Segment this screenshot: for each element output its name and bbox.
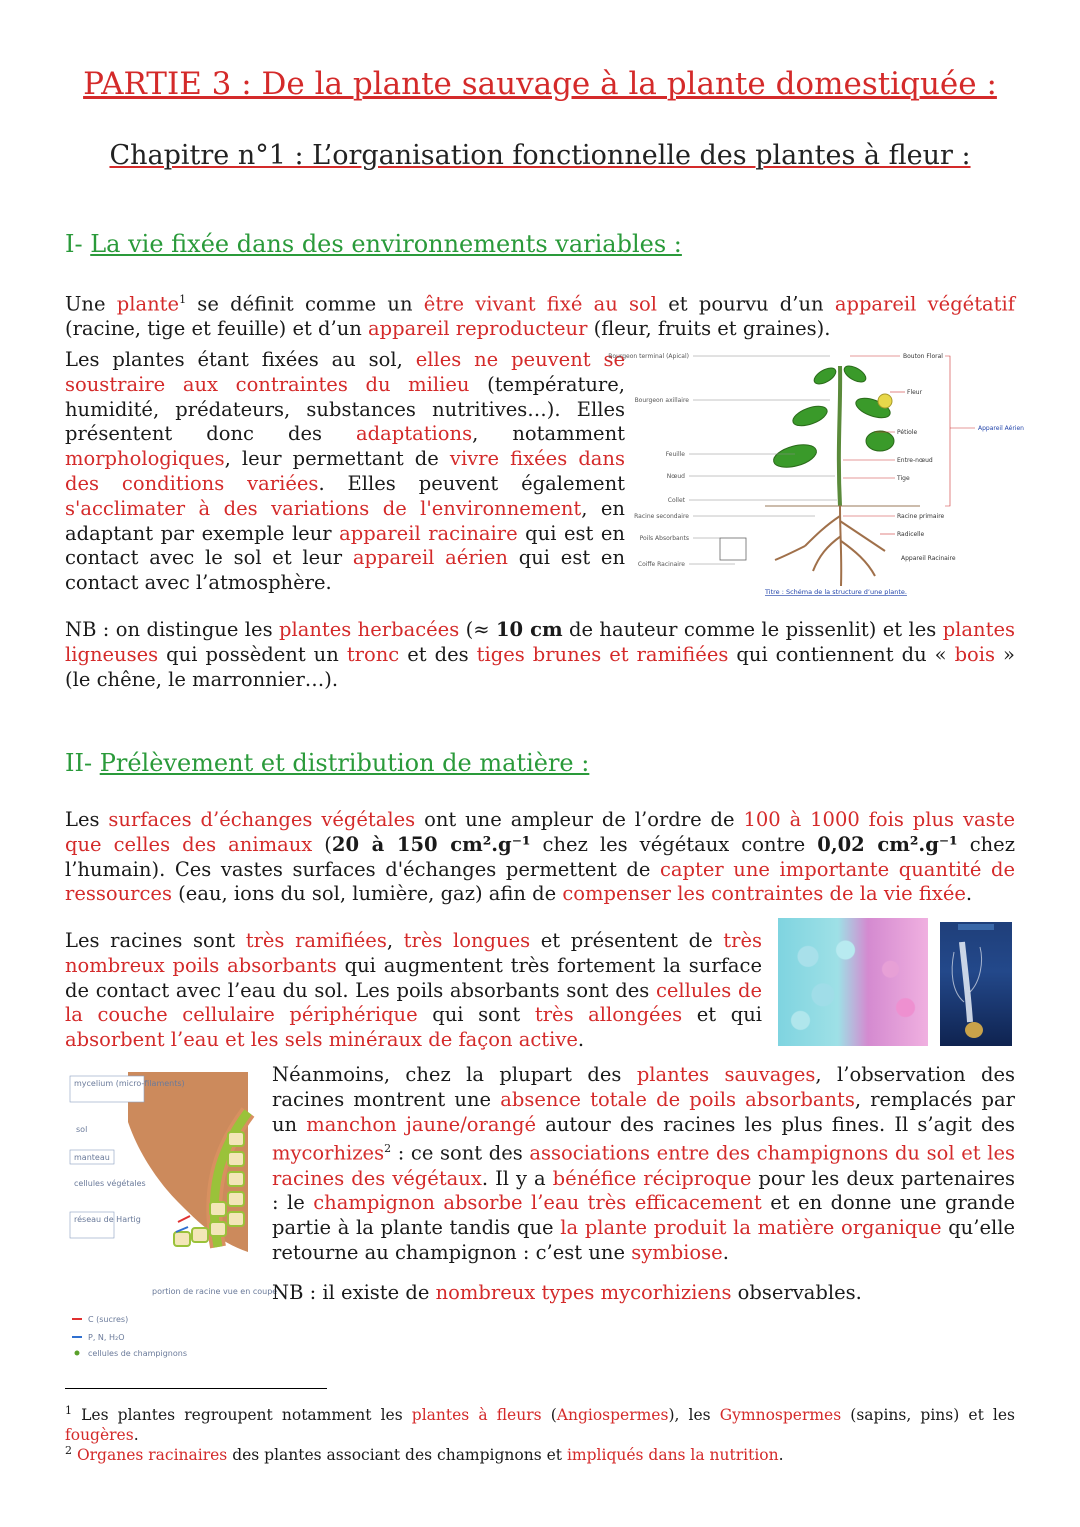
text-run: Les plantes étant fixées au sol, xyxy=(65,348,416,371)
s1-paragraph-2 xyxy=(65,348,625,596)
text-run: qui est en contact avec le sol et leur xyxy=(65,521,625,570)
text-run: tiges brunes et ramifiées xyxy=(476,642,729,666)
text-run: observables. xyxy=(731,1281,862,1304)
text-run: chez l’humain). Ces vastes surfaces d'échanges permettent de xyxy=(65,832,1015,881)
section-2-heading: II- Prélèvement et distribution de matière : xyxy=(65,749,590,777)
text-run: . xyxy=(133,1426,139,1445)
text-run: adaptations xyxy=(356,422,473,446)
label-feuille: Feuille xyxy=(665,451,685,458)
text-run: (eau, ions du sol, lumière, gaz) afin de xyxy=(171,882,563,906)
label-noeud: Nœud xyxy=(666,473,685,480)
text-run: appareil racinaire xyxy=(339,521,518,545)
text-run: surfaces d’échanges végétales xyxy=(108,808,416,831)
text-run: et en donne une grande partie à la plante tandis que xyxy=(272,1191,1015,1240)
text-run: 100 à 1000 fois plus vaste que celles des animaux xyxy=(65,808,1015,856)
text-run: impliqués dans la nutrition xyxy=(566,1446,779,1465)
text-run: qui possèdent un xyxy=(158,642,347,666)
label-poils-absorbants: Poils Absorbants xyxy=(639,535,689,542)
myco-legend-cells: cellules de champignons xyxy=(88,1349,187,1358)
text-run: ( xyxy=(312,832,332,856)
myco-label-portion: portion de racine vue en coupe xyxy=(152,1287,278,1296)
text-run: Organes racinaires xyxy=(76,1446,228,1465)
text-run: autour des racines les plus fines. Il s’agit des xyxy=(536,1112,1015,1136)
myco-label-sol: sol xyxy=(76,1125,88,1134)
text-run: cellules de la couche cellulaire périphérique xyxy=(65,978,762,1027)
text-run: . Elles peuvent également xyxy=(318,471,625,495)
text-run: compenser les contraintes de la vie fixée xyxy=(562,882,966,906)
text-run: associations entre des champignons du sol et les racines des végétaux xyxy=(272,1141,1015,1190)
text-run: la plante produit la matière organique xyxy=(560,1216,942,1240)
text-run: vivre fixées dans des conditions variées xyxy=(65,447,625,495)
text-run: bois xyxy=(954,642,996,666)
label-appareil-aerien: Appareil Aérien xyxy=(978,425,1024,432)
text-run: ( xyxy=(541,1406,557,1425)
text-run: se définit comme un xyxy=(186,292,424,316)
myco-legend-pnh: P, N, H₂O xyxy=(88,1333,125,1342)
text-run: plantes à fleurs xyxy=(411,1406,542,1425)
text-run: et pourvu d’un xyxy=(657,292,835,316)
s1-paragraph-1 xyxy=(65,288,1015,342)
text-run: qui est en contact avec l’atmosphère. xyxy=(65,546,626,595)
text-run: bénéfice réciproque xyxy=(552,1166,752,1190)
text-run: appareil végétatif xyxy=(834,292,1015,316)
text-run: (température, humidité, prédateurs, substances nutritives…). Elles présentent donc des xyxy=(65,372,625,446)
text-run: , notamment xyxy=(472,422,625,446)
text-run: 1 xyxy=(65,1404,72,1417)
text-run: Les plantes regroupent notamment les xyxy=(72,1406,412,1425)
text-run: être vivant fixé au sol xyxy=(423,292,658,316)
text-run: , en adaptant par exemple leur xyxy=(65,496,625,545)
plant-structure-diagram xyxy=(608,346,1024,598)
text-run: très ramifiées xyxy=(245,929,387,952)
text-run: , leur permettant de xyxy=(224,447,450,471)
label-radicelle: Radicelle xyxy=(897,531,925,538)
label-racine-primaire: Racine primaire xyxy=(897,513,945,520)
s1-nb xyxy=(65,618,1015,692)
text-run: , l’observation des racines montrent une xyxy=(272,1063,1016,1111)
text-run: champignon absorbe l’eau très efficacement xyxy=(313,1191,762,1215)
s2-paragraph-2 xyxy=(65,929,762,1053)
text-run: » (le chêne, le marronnier…). xyxy=(65,642,1015,691)
text-run: nombreux types mycorhiziens xyxy=(435,1281,732,1304)
myco-label-cellules: cellules végétales xyxy=(74,1179,146,1188)
label-bouton-floral: Bouton Floral xyxy=(903,353,943,360)
text-run: Les racines sont xyxy=(65,929,246,952)
text-run: Angiospermes xyxy=(556,1406,669,1425)
label-bourgeon-axillaire: Bourgeon axillaire xyxy=(634,397,689,404)
text-run: s'acclimater à des variations de l'environnement xyxy=(65,496,582,520)
text-run: : ce sont des xyxy=(391,1141,530,1165)
text-run: elles ne peuvent se soustraire aux contraintes du milieu xyxy=(65,348,625,396)
text-run: et des xyxy=(399,642,477,666)
text-run: tronc xyxy=(346,642,400,666)
text-run: plante xyxy=(116,292,180,316)
label-racine-secondaire: Racine secondaire xyxy=(634,513,689,520)
text-run: , xyxy=(386,929,404,952)
text-run: pour les deux partenaires : le xyxy=(272,1166,1016,1215)
label-petiole: Pétiole xyxy=(897,429,918,436)
page-title: PARTIE 3 : De la plante sauvage à la plante domestiquée : xyxy=(83,66,997,102)
text-run: et qui xyxy=(682,1003,763,1027)
text-run: 1 xyxy=(179,293,187,306)
text-run: plantes ligneuses xyxy=(65,618,1015,666)
label-tige: Tige xyxy=(897,475,910,482)
text-run: 0,02 cm².g⁻¹ xyxy=(817,832,958,856)
text-run: . Il y a xyxy=(481,1166,553,1190)
s2-paragraph-1 xyxy=(65,808,1015,907)
label-entre-noeud: Entre-nœud xyxy=(897,457,933,464)
text-run: Gymnospermes xyxy=(719,1406,842,1425)
mycorrhiza-diagram xyxy=(68,1072,278,1362)
myco-label-mycelium: mycelium (micro-filaments) xyxy=(74,1079,185,1088)
chapter-title: Chapitre n°1 : L’organisation fonctionnelle des plantes à fleur : xyxy=(109,140,971,171)
text-run: qui contiennent du « xyxy=(728,642,955,666)
label-appareil-racinaire: Appareil Racinaire xyxy=(901,555,956,562)
text-run: . xyxy=(722,1241,729,1265)
text-run: (racine, tige et feuille) et d’un xyxy=(65,317,369,341)
myco-legend-c: C (sucres) xyxy=(88,1315,129,1324)
text-run: (≈ xyxy=(459,618,496,641)
text-run: des plantes associant des champignons et xyxy=(227,1446,567,1465)
text-run: Néanmoins, chez la plupart des xyxy=(272,1063,637,1086)
text-run: qu’elle retourne au champignon : c’est une xyxy=(272,1216,1015,1265)
text-run: 2 xyxy=(65,1444,72,1457)
section-1-heading: I- La vie fixée dans des environnements variables : xyxy=(65,230,682,258)
text-run: morphologiques xyxy=(65,447,225,471)
footnote-2 xyxy=(65,1441,1015,1465)
myco-label-manteau: manteau xyxy=(74,1153,110,1162)
text-run: . xyxy=(778,1446,784,1465)
text-run: 10 cm xyxy=(495,618,563,641)
plant-figure-caption: Titre : Schéma de la structure d’une plante. xyxy=(765,588,907,596)
text-run: très nombreux poils absorbants xyxy=(65,929,762,977)
s2-paragraph-3 xyxy=(272,1063,1015,1266)
text-run: . xyxy=(577,1028,585,1052)
footnote-1 xyxy=(65,1401,1015,1445)
text-run: qui sont xyxy=(417,1003,535,1027)
text-run: ont une ampleur de l’ordre de xyxy=(415,808,744,831)
text-run: NB : on distingue les xyxy=(65,618,279,641)
text-run: , remplacés par un xyxy=(272,1087,1015,1136)
text-run: qui augmentent très fortement la surface de contact avec l’eau du sol. Les poils absorbants sont des xyxy=(65,953,762,1002)
myco-label-hartig: réseau de Hartig xyxy=(74,1215,141,1224)
text-run: capter une importante quantité de ressources xyxy=(65,857,1015,906)
text-run: plantes herbacées xyxy=(278,618,460,641)
root-cross-section-micrograph xyxy=(778,918,928,1046)
text-run: appareil aérien xyxy=(352,546,508,570)
text-run: Une xyxy=(65,292,117,316)
footnote-separator xyxy=(65,1388,327,1389)
text-run: ), les xyxy=(668,1406,720,1425)
text-run: plantes sauvages xyxy=(636,1063,816,1086)
label-coiffe-racinaire: Coiffe Racinaire xyxy=(637,561,685,568)
text-run: 2 xyxy=(384,1142,392,1156)
text-run: (sapins, pins) et les xyxy=(841,1406,1016,1425)
text-run: de hauteur comme le pissenlit) et les xyxy=(562,618,943,641)
label-fleur: Fleur xyxy=(907,389,923,396)
text-run: chez les végétaux contre xyxy=(530,832,818,856)
text-run: absorbent l’eau et les sels minéraux de façon active xyxy=(65,1028,578,1052)
text-run: Les xyxy=(65,808,109,831)
text-run: (fleur, fruits et graines). xyxy=(587,317,831,341)
label-bourgeon-terminal: Bourgeon terminal (Apical) xyxy=(608,353,689,360)
label-collet: Collet xyxy=(667,497,685,504)
text-run: symbiose xyxy=(631,1241,723,1265)
root-hair-photo xyxy=(940,922,1012,1046)
text-run: absence totale de poils absorbants xyxy=(500,1087,855,1111)
text-run: très longues xyxy=(403,929,531,952)
text-run: mycorhizes xyxy=(272,1141,385,1165)
text-run: manchon jaune/orangé xyxy=(306,1112,537,1136)
text-run: et présentent de xyxy=(530,929,724,952)
text-run: fougères xyxy=(65,1426,134,1445)
text-run: NB : il existe de xyxy=(272,1281,436,1304)
text-run: très allongées xyxy=(534,1003,683,1027)
s2-nb xyxy=(272,1281,1015,1306)
text-run: . xyxy=(965,882,973,906)
text-run: appareil reproducteur xyxy=(368,317,588,341)
text-run: 20 à 150 cm².g⁻¹ xyxy=(331,832,531,856)
